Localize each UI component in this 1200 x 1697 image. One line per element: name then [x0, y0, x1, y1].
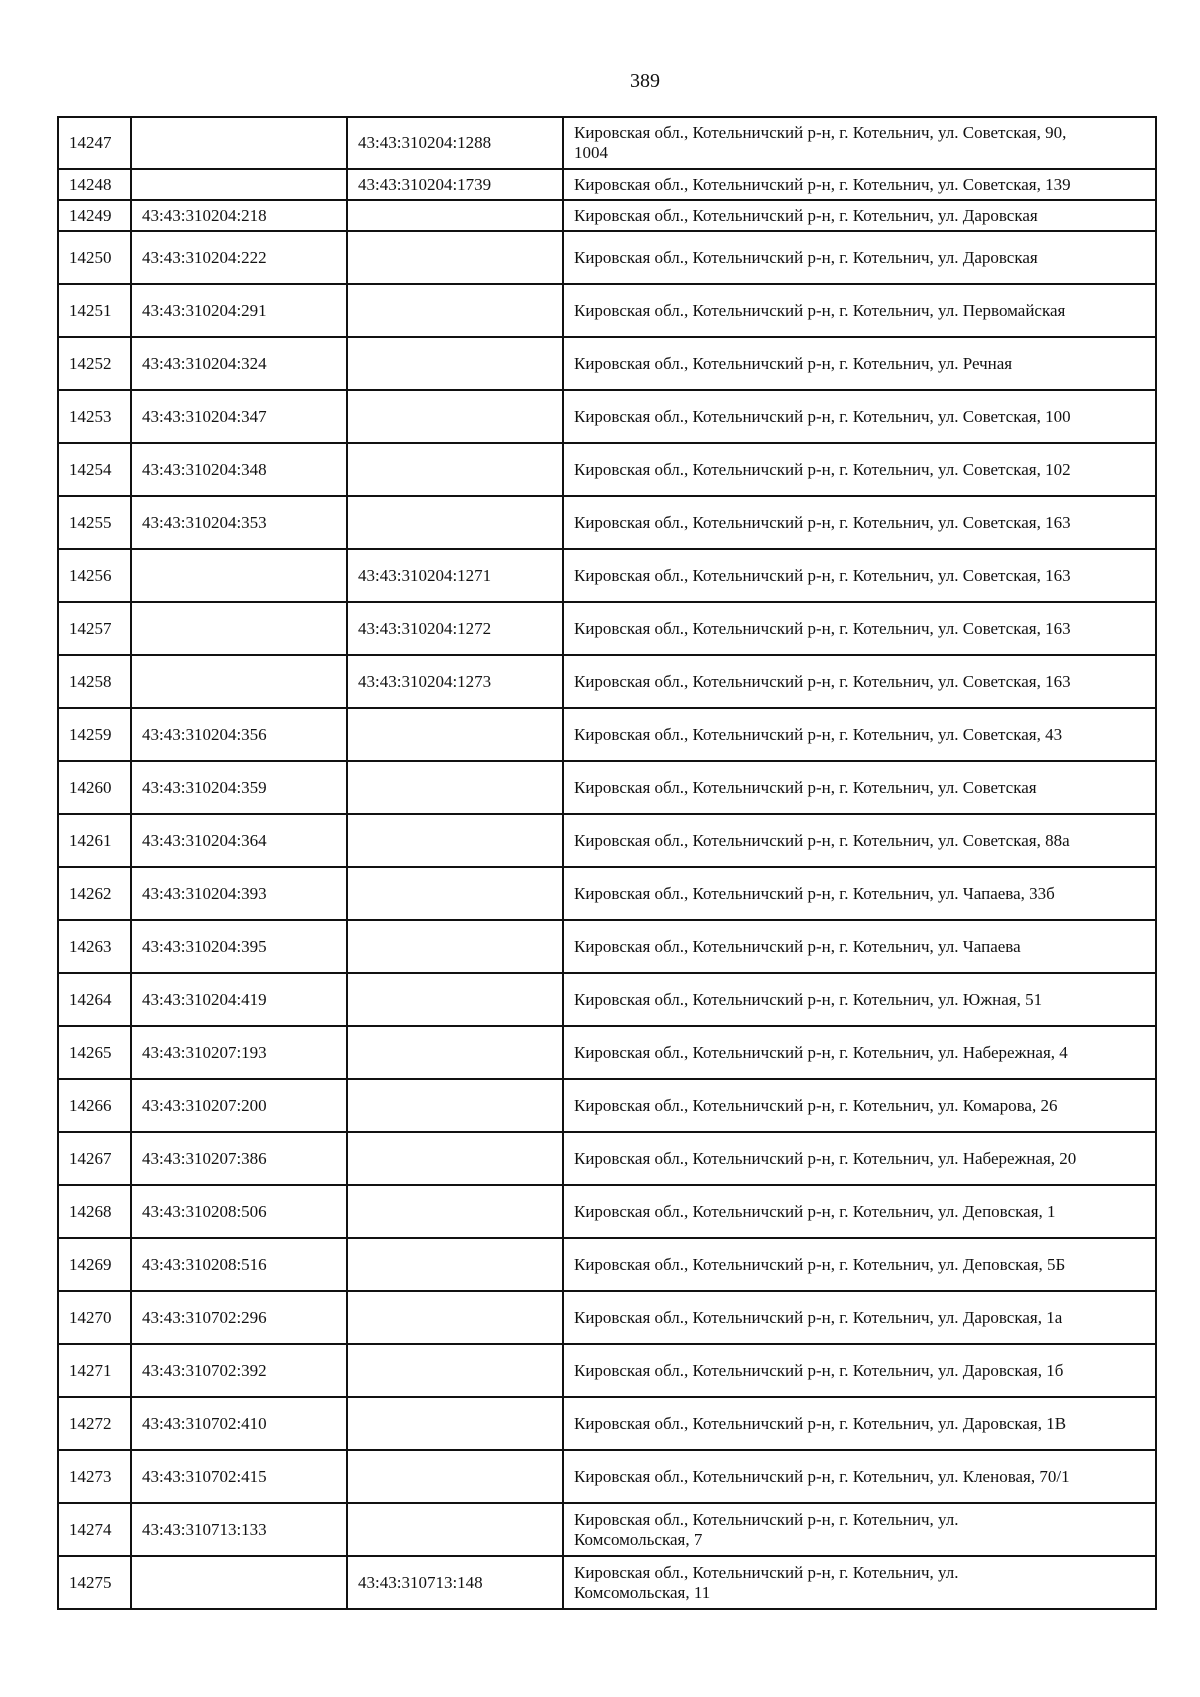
parcel-cadastral-cell — [131, 117, 347, 169]
address-cell: Кировская обл., Котельничский р-н, г. Котельнич, ул. Советская, 100 — [563, 390, 1156, 443]
address-cell: Кировская обл., Котельничский р-н, г. Котельнич, ул. Даровская, 1В — [563, 1397, 1156, 1450]
table-row — [58, 231, 1156, 284]
building-cadastral-cell — [347, 920, 563, 973]
building-cadastral-cell — [347, 1238, 563, 1291]
address-cell: Кировская обл., Котельничский р-н, г. Котельнич, ул. Даровская — [563, 231, 1156, 284]
address-text: Кировская обл., Котельничский р-н, г. Котельнич, ул. Комсомольская, 7 — [574, 1509, 959, 1549]
row-number-cell: 14254 — [58, 443, 131, 496]
table-row — [58, 200, 1156, 231]
row-number-cell: 14263 — [58, 920, 131, 973]
building-cadastral-cell — [347, 1185, 563, 1238]
table-row — [58, 973, 1156, 1026]
building-cadastral-cell — [347, 1291, 563, 1344]
address-cell: Кировская обл., Котельничский р-н, г. Котельнич, ул. Советская, 139 — [563, 169, 1156, 200]
parcel-cadastral-cell — [131, 602, 347, 655]
address-cell: Кировская обл., Котельничский р-н, г. Котельнич, ул. Даровская, 1а — [563, 1291, 1156, 1344]
address-cell: Кировская обл., Котельничский р-н, г. Котельнич, ул. Кленовая, 70/1 — [563, 1450, 1156, 1503]
building-cadastral-cell: 43:43:310204:1272 — [347, 602, 563, 655]
row-number-cell: 14268 — [58, 1185, 131, 1238]
row-number-cell: 14260 — [58, 761, 131, 814]
parcel-cadastral-cell: 43:43:310204:324 — [131, 337, 347, 390]
building-cadastral-cell — [347, 708, 563, 761]
table-row — [58, 814, 1156, 867]
address-cell: Кировская обл., Котельничский р-н, г. Котельнич, ул. Советская, 163 — [563, 655, 1156, 708]
building-cadastral-cell — [347, 1397, 563, 1450]
building-cadastral-cell — [347, 390, 563, 443]
parcel-cadastral-cell — [131, 1556, 347, 1609]
address-cell: Кировская обл., Котельничский р-н, г. Котельнич, ул. Деповская, 1 — [563, 1185, 1156, 1238]
building-cadastral-cell — [347, 284, 563, 337]
parcel-cadastral-cell — [131, 549, 347, 602]
table-row — [58, 1026, 1156, 1079]
building-cadastral-cell: 43:43:310204:1288 — [347, 117, 563, 169]
row-number-cell: 14258 — [58, 655, 131, 708]
building-cadastral-cell — [347, 761, 563, 814]
row-number-cell: 14273 — [58, 1450, 131, 1503]
row-number-cell: 14270 — [58, 1291, 131, 1344]
address-cell: Кировская обл., Котельничский р-н, г. Котельнич, ул. Деповская, 5Б — [563, 1238, 1156, 1291]
table-row — [58, 761, 1156, 814]
parcel-cadastral-cell: 43:43:310204:393 — [131, 867, 347, 920]
address-cell — [563, 117, 1156, 169]
address-cell: Кировская обл., Котельничский р-н, г. Котельнич, ул. Речная — [563, 337, 1156, 390]
parcel-cadastral-cell: 43:43:310702:392 — [131, 1344, 347, 1397]
building-cadastral-cell — [347, 1026, 563, 1079]
building-cadastral-cell: 43:43:310204:1273 — [347, 655, 563, 708]
address-cell: Кировская обл., Котельничский р-н, г. Котельнич, ул. Советская, 43 — [563, 708, 1156, 761]
building-cadastral-cell — [347, 1450, 563, 1503]
table-row — [58, 1450, 1156, 1503]
parcel-cadastral-cell: 43:43:310204:218 — [131, 200, 347, 231]
parcel-cadastral-cell: 43:43:310204:364 — [131, 814, 347, 867]
table-row — [58, 443, 1156, 496]
parcel-cadastral-cell: 43:43:310204:359 — [131, 761, 347, 814]
address-cell: Кировская обл., Котельничский р-н, г. Котельнич, ул. Советская, 88а — [563, 814, 1156, 867]
parcel-cadastral-cell: 43:43:310702:296 — [131, 1291, 347, 1344]
row-number-cell: 14266 — [58, 1079, 131, 1132]
building-cadastral-cell — [347, 867, 563, 920]
row-number-cell: 14264 — [58, 973, 131, 1026]
building-cadastral-cell — [347, 231, 563, 284]
table-row — [58, 1291, 1156, 1344]
row-number-cell: 14272 — [58, 1397, 131, 1450]
table-row — [58, 1556, 1156, 1609]
table-row — [58, 708, 1156, 761]
address-cell — [563, 1556, 1156, 1609]
address-text: Кировская обл., Котельничский р-н, г. Котельнич, ул. Советская, 90, 1004 — [574, 123, 1067, 162]
address-cell: Кировская обл., Котельничский р-н, г. Котельнич, ул. Даровская, 1б — [563, 1344, 1156, 1397]
table-row — [58, 1397, 1156, 1450]
parcel-cadastral-cell: 43:43:310207:200 — [131, 1079, 347, 1132]
row-number-cell: 14247 — [58, 117, 131, 169]
row-number-cell: 14271 — [58, 1344, 131, 1397]
parcel-cadastral-cell: 43:43:310204:395 — [131, 920, 347, 973]
address-cell: Кировская обл., Котельничский р-н, г. Котельнич, ул. Первомайская — [563, 284, 1156, 337]
address-cell: Кировская обл., Котельничский р-н, г. Котельнич, ул. Комарова, 26 — [563, 1079, 1156, 1132]
table-row — [58, 1503, 1156, 1556]
parcel-cadastral-cell: 43:43:310713:133 — [131, 1503, 347, 1556]
building-cadastral-cell — [347, 496, 563, 549]
parcel-cadastral-cell: 43:43:310207:193 — [131, 1026, 347, 1079]
table-row — [58, 117, 1156, 169]
table-row — [58, 602, 1156, 655]
address-text: Кировская обл., Котельничский р-н, г. Котельнич, ул. Комсомольская, 11 — [574, 1562, 959, 1602]
building-cadastral-cell: 43:43:310204:1739 — [347, 169, 563, 200]
address-cell: Кировская обл., Котельничский р-н, г. Котельнич, ул. Набережная, 4 — [563, 1026, 1156, 1079]
address-cell: Кировская обл., Котельничский р-н, г. Котельнич, ул. Советская, 163 — [563, 602, 1156, 655]
building-cadastral-cell — [347, 443, 563, 496]
row-number-cell: 14249 — [58, 200, 131, 231]
address-cell: Кировская обл., Котельничский р-н, г. Котельнич, ул. Советская, 102 — [563, 443, 1156, 496]
parcel-cadastral-cell — [131, 655, 347, 708]
parcel-cadastral-cell: 43:43:310204:419 — [131, 973, 347, 1026]
table-row — [58, 169, 1156, 200]
parcel-cadastral-cell: 43:43:310204:353 — [131, 496, 347, 549]
parcel-cadastral-cell: 43:43:310208:506 — [131, 1185, 347, 1238]
address-cell: Кировская обл., Котельничский р-н, г. Котельнич, ул. Чапаева, 33б — [563, 867, 1156, 920]
row-number-cell: 14259 — [58, 708, 131, 761]
building-cadastral-cell — [347, 814, 563, 867]
parcel-cadastral-cell: 43:43:310204:356 — [131, 708, 347, 761]
address-cell: Кировская обл., Котельничский р-н, г. Котельнич, ул. Чапаева — [563, 920, 1156, 973]
building-cadastral-cell: 43:43:310204:1271 — [347, 549, 563, 602]
parcel-cadastral-cell: 43:43:310204:347 — [131, 390, 347, 443]
table-row — [58, 1344, 1156, 1397]
table-row — [58, 655, 1156, 708]
building-cadastral-cell — [347, 1132, 563, 1185]
table-row — [58, 867, 1156, 920]
row-number-cell: 14267 — [58, 1132, 131, 1185]
row-number-cell: 14265 — [58, 1026, 131, 1079]
parcel-cadastral-cell: 43:43:310204:348 — [131, 443, 347, 496]
building-cadastral-cell — [347, 1344, 563, 1397]
row-number-cell: 14251 — [58, 284, 131, 337]
address-cell: Кировская обл., Котельничский р-н, г. Котельнич, ул. Даровская — [563, 200, 1156, 231]
registry-table-body — [58, 117, 1156, 1609]
address-cell: Кировская обл., Котельничский р-н, г. Котельнич, ул. Набережная, 20 — [563, 1132, 1156, 1185]
table-row — [58, 337, 1156, 390]
parcel-cadastral-cell — [131, 169, 347, 200]
table-row — [58, 1079, 1156, 1132]
row-number-cell: 14275 — [58, 1556, 131, 1609]
table-row — [58, 1132, 1156, 1185]
row-number-cell: 14274 — [58, 1503, 131, 1556]
address-cell: Кировская обл., Котельничский р-н, г. Котельнич, ул. Советская — [563, 761, 1156, 814]
row-number-cell: 14261 — [58, 814, 131, 867]
registry-table — [57, 116, 1157, 1610]
table-row — [58, 1185, 1156, 1238]
table-row — [58, 496, 1156, 549]
parcel-cadastral-cell: 43:43:310204:222 — [131, 231, 347, 284]
row-number-cell: 14248 — [58, 169, 131, 200]
row-number-cell: 14256 — [58, 549, 131, 602]
parcel-cadastral-cell: 43:43:310702:410 — [131, 1397, 347, 1450]
row-number-cell: 14262 — [58, 867, 131, 920]
row-number-cell: 14255 — [58, 496, 131, 549]
row-number-cell: 14257 — [58, 602, 131, 655]
building-cadastral-cell — [347, 1503, 563, 1556]
row-number-cell: 14250 — [58, 231, 131, 284]
address-cell: Кировская обл., Котельничский р-н, г. Котельнич, ул. Советская, 163 — [563, 496, 1156, 549]
building-cadastral-cell — [347, 200, 563, 231]
parcel-cadastral-cell: 43:43:310702:415 — [131, 1450, 347, 1503]
building-cadastral-cell — [347, 973, 563, 1026]
table-row — [58, 390, 1156, 443]
page-number: 389 — [630, 70, 660, 92]
table-row — [58, 920, 1156, 973]
table-row — [58, 284, 1156, 337]
parcel-cadastral-cell: 43:43:310204:291 — [131, 284, 347, 337]
row-number-cell: 14252 — [58, 337, 131, 390]
address-cell: Кировская обл., Котельничский р-н, г. Котельнич, ул. Советская, 163 — [563, 549, 1156, 602]
building-cadastral-cell — [347, 337, 563, 390]
address-cell — [563, 1503, 1156, 1556]
row-number-cell: 14253 — [58, 390, 131, 443]
table-row — [58, 549, 1156, 602]
row-number-cell: 14269 — [58, 1238, 131, 1291]
building-cadastral-cell — [347, 1079, 563, 1132]
address-cell: Кировская обл., Котельничский р-н, г. Котельнич, ул. Южная, 51 — [563, 973, 1156, 1026]
building-cadastral-cell: 43:43:310713:148 — [347, 1556, 563, 1609]
parcel-cadastral-cell: 43:43:310207:386 — [131, 1132, 347, 1185]
parcel-cadastral-cell: 43:43:310208:516 — [131, 1238, 347, 1291]
table-row — [58, 1238, 1156, 1291]
